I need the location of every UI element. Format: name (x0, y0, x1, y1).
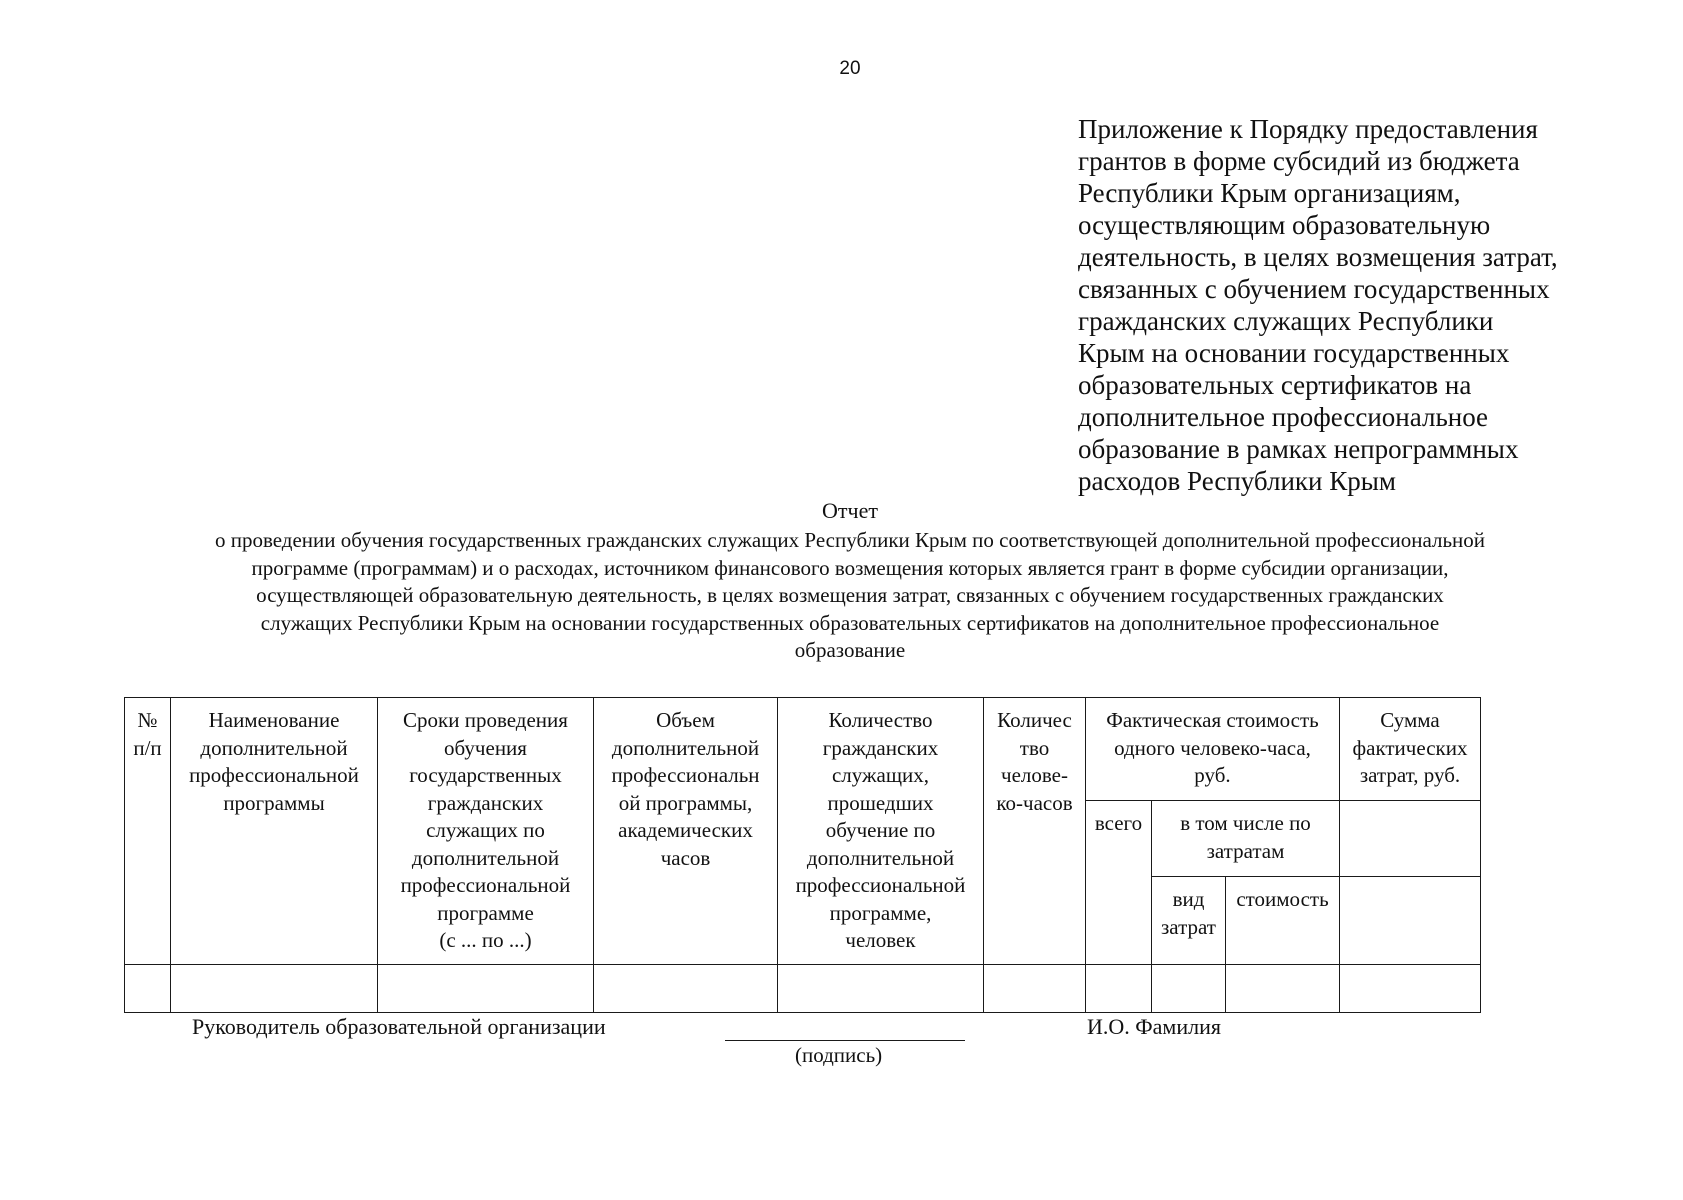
header-program-name: Наименование дополнительной профессиональной программы (171, 698, 378, 965)
appendix-line: Приложение к Порядку предоставления (1078, 114, 1538, 144)
header-actual-cost: Фактическая стоимость одного человеко-часа, руб. (1086, 698, 1340, 801)
table-cell (171, 965, 378, 1013)
appendix-line: образование в рамках непрограммных (1078, 434, 1519, 464)
signer-name: И.О. Фамилия (1087, 1014, 1221, 1039)
header-program-volume: Объем дополнительной профессиональн ой программы, академических часов (594, 698, 778, 965)
table-cell (778, 965, 984, 1013)
header-cost-price: стоимость (1226, 877, 1340, 965)
report-title: Отчет (822, 498, 878, 523)
appendix-line: расходов Республики Крым (1078, 466, 1396, 496)
header-cost-including: в том числе по затратам (1152, 801, 1340, 877)
table-cell (1226, 965, 1340, 1013)
appendix-line: Крым на основании государственных (1078, 338, 1510, 368)
page-number: 20 (839, 58, 861, 79)
head-of-organization-label: Руководитель образовательной организации (192, 1014, 606, 1039)
report-description (85, 527, 1615, 665)
report-description-line: служащих Республики Крым на основании государственных образовательных сертификатов на дополнительное профессиональное (260, 610, 1440, 635)
appendix-line: дополнительное профессиональное (1078, 402, 1489, 432)
signature-caption: (подпись) (795, 1043, 883, 1067)
table-row (125, 965, 1481, 1013)
report-description-line: о проведении обучения государственных гражданских служащих Республики Крым по соответствующей дополнительной профессиональной (214, 528, 1486, 552)
header-servants-count: Количество гражданских служащих, прошедших обучение по дополнительной профессиональной программе, человек (778, 698, 984, 965)
header-person-hours: Количес тво челове- ко-часов (984, 698, 1086, 965)
report-description-line: образование (794, 638, 906, 662)
table-cell (594, 965, 778, 1013)
header-sum-empty-cell (1340, 801, 1481, 877)
header-number: № п/п (125, 698, 171, 965)
report-table (124, 697, 1481, 1013)
appendix-line: грантов в форме субсидий из бюджета (1078, 146, 1520, 176)
table-cell (1340, 965, 1481, 1013)
table-cell (378, 965, 594, 1013)
header-sum-empty-cell (1340, 877, 1481, 965)
header-total-sum: Сумма фактических затрат, руб. (1340, 698, 1481, 801)
signature-line (725, 1040, 965, 1041)
header-cost-total: всего (1086, 801, 1152, 965)
appendix-line: осуществляющим образовательную (1078, 210, 1491, 240)
appendix-line: связанных с обучением государственных (1078, 274, 1550, 304)
appendix-line: деятельность, в целях возмещения затрат, (1078, 242, 1558, 272)
report-description-line: осуществляющей образовательную деятельность, в целях возмещения затрат, связанных с обучением государственных гражданских (256, 583, 1444, 607)
header-cost-type: вид затрат (1152, 877, 1226, 965)
report-description-line: программе (программам) и о расходах, источником финансового возмещения которых является грант в форме субсидии организации, (251, 555, 1449, 580)
appendix-line: гражданских служащих Республики (1078, 306, 1494, 336)
table-cell (984, 965, 1086, 1013)
table-cell (1152, 965, 1226, 1013)
header-training-terms: Сроки проведения обучения государственных гражданских служащих по дополнительной профессиональной программе (с ... по ...) (378, 698, 594, 965)
appendix-note (1078, 113, 1598, 497)
appendix-line: образовательных сертификатов на (1078, 370, 1472, 400)
table-cell (1086, 965, 1152, 1013)
table-cell (125, 965, 171, 1013)
appendix-line: Республики Крым организациям, (1078, 178, 1461, 208)
